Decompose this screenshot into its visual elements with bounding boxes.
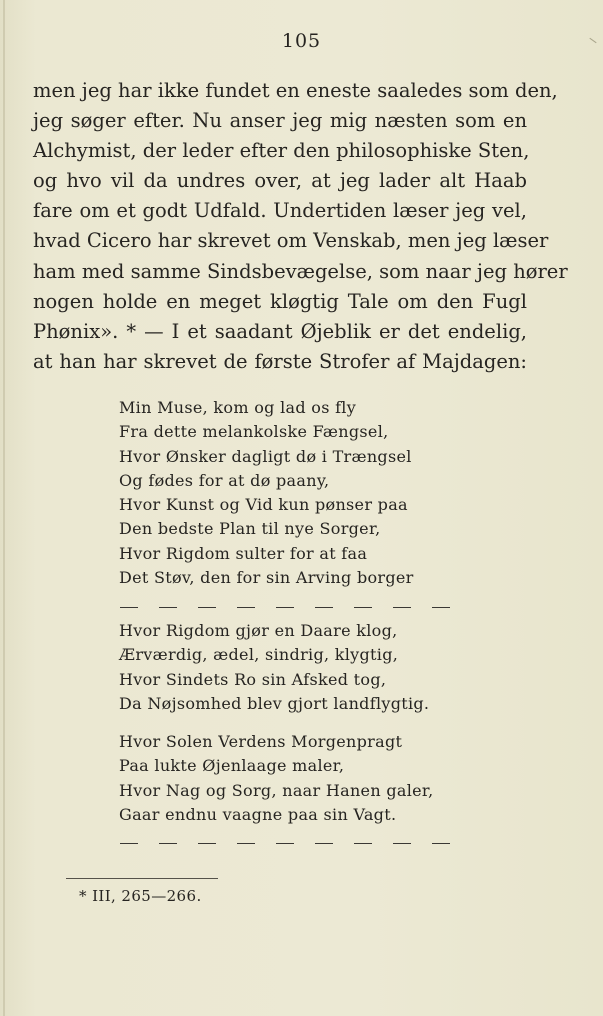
dash-mark xyxy=(432,843,450,844)
dash-mark xyxy=(159,607,177,608)
dash-mark xyxy=(159,843,177,844)
verse-line: Ærværdig, ædel, sindrig, klygtig, xyxy=(119,645,399,665)
page-number: 105 xyxy=(281,30,322,52)
dash-mark xyxy=(120,843,138,844)
verse-line: Hvor Rigdom gjør en Daare klog, xyxy=(119,621,398,640)
verse-line: Min Muse, kom og lad os fly xyxy=(119,398,357,417)
omission-dashes xyxy=(120,843,450,844)
dash-mark xyxy=(393,843,411,844)
verse-line: Hvor Kunst og Vid kun pønser paa xyxy=(119,495,408,515)
verse-line: Hvor Rigdom sulter for at faa xyxy=(119,543,368,563)
dash-mark xyxy=(393,607,411,608)
prose-line: nogen holde en meget kløgtig Tale om den Fugl xyxy=(33,289,527,313)
prose-line: hvad Cicero har skrevet om Venskab, men jeg læser xyxy=(33,229,549,253)
dash-mark xyxy=(237,843,255,844)
verse-line: Gaar endnu vaagne paa sin Vagt. xyxy=(119,804,397,824)
prose-line: Alchymist, der leder efter den philosophiske Sten, xyxy=(33,139,530,163)
verse-line: Hvor Ønsker dagligt dø i Trængsel xyxy=(119,446,412,466)
dash-mark xyxy=(315,843,333,844)
verse-line: Hvor Nag og Sorg, naar Hanen galer, xyxy=(119,780,434,800)
prose-paragraph xyxy=(33,76,568,377)
verse-line: Den bedste Plan til nye Sorger, xyxy=(119,519,381,539)
verse-line: Paa lukte Øjenlaage maler, xyxy=(119,756,345,776)
prose-line: ham med samme Sindsbevægelse, som naar jeg hører xyxy=(33,259,568,283)
verse-line: Fra dette melankolske Fængsel, xyxy=(119,422,389,442)
dash-mark xyxy=(354,843,372,844)
poem-stanza-1 xyxy=(119,396,414,590)
dash-mark xyxy=(354,607,372,608)
verse-line: Da Nøjsomhed blev gjort landflygtig. xyxy=(119,693,430,713)
dash-mark xyxy=(276,843,294,844)
dash-mark xyxy=(237,607,255,608)
prose-line: fare om et godt Udfald. Undertiden læser jeg vel, xyxy=(33,199,527,223)
prose-line: jeg søger efter. Nu anser jeg mig næsten som en xyxy=(33,109,527,133)
dash-mark xyxy=(198,843,216,844)
prose-line: men jeg har ikke fundet en eneste saaledes som den, xyxy=(33,79,558,102)
verse-line: Hvor Sindets Ro sin Afsked tog, xyxy=(119,669,387,689)
poem-stanza-2 xyxy=(119,619,429,716)
verse-line: Og fødes for at dø paany, xyxy=(119,470,330,490)
dash-mark xyxy=(276,607,294,608)
footnote-rule xyxy=(66,878,218,879)
omission-dashes xyxy=(120,607,450,608)
footnote: * III, 265—266. xyxy=(79,887,202,905)
dash-mark xyxy=(198,607,216,608)
prose-line: Phønix». * — I et saadant Øjeblik er det endelig, xyxy=(33,319,527,343)
prose-line: og hvo vil da undres over, at jeg lader alt Haab xyxy=(33,169,527,193)
prose-line: at han har skrevet de første Strofer af Majdagen: xyxy=(33,349,527,373)
dash-mark xyxy=(315,607,333,608)
page-binding-edge xyxy=(3,0,5,1016)
verse-line: Det Støv, den for sin Arving borger xyxy=(119,568,414,588)
dash-mark xyxy=(432,607,450,608)
dash-mark xyxy=(120,607,138,608)
verse-line: Hvor Solen Verdens Morgenpragt xyxy=(119,732,403,751)
poem-stanza-3 xyxy=(119,730,433,827)
